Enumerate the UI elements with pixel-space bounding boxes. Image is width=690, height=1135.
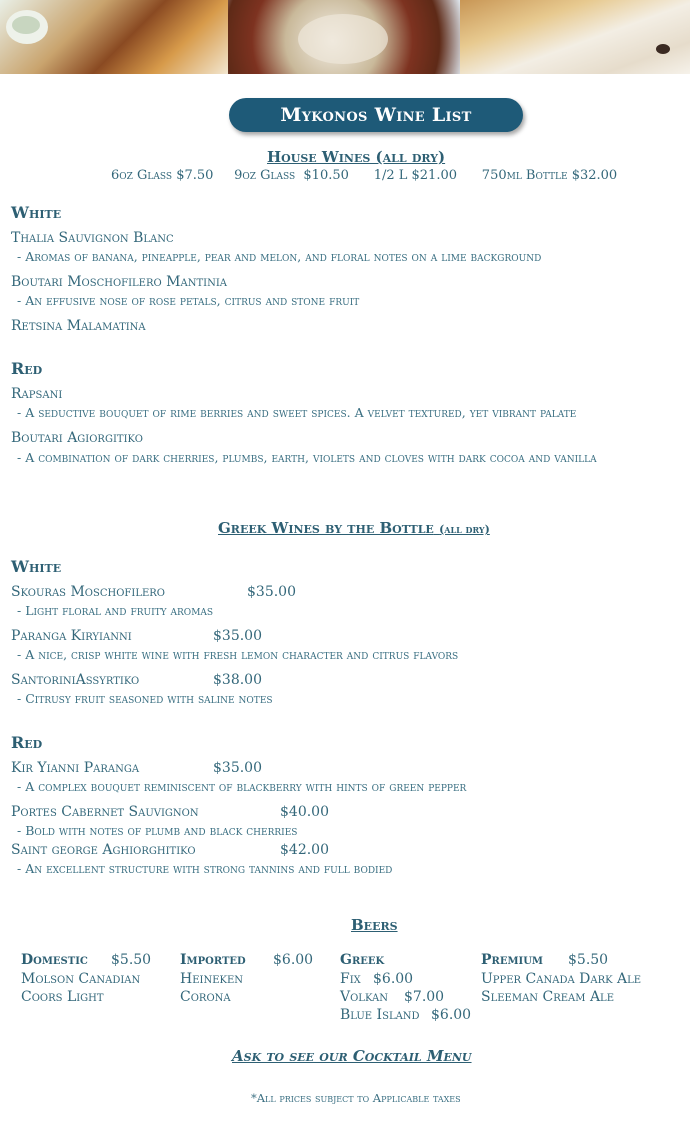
- wine-description: - Citrusy fruit seasoned with saline notes: [17, 691, 273, 706]
- wine-name: Retsina Malamatina: [11, 318, 146, 334]
- beer-item-price: $6.00: [431, 1007, 472, 1023]
- wine-description: - A combination of dark cherries, plumbs, earth, violets and cloves with dark cocoa and vanilla: [17, 450, 597, 465]
- wine-description: - A nice, crisp white wine with fresh lemon character and citrus flavors: [17, 647, 459, 662]
- wine-name: Portes Cabernet Sauvignon: [11, 804, 199, 820]
- pasta-dish-photo: [228, 0, 460, 74]
- beer-item: Volkan: [340, 989, 388, 1005]
- beer-item: Molson Canadian: [21, 971, 141, 987]
- beer-item-price: $6.00: [373, 971, 414, 987]
- wine-name: Paranga Kiryianni: [11, 628, 132, 644]
- fried-fish-photo: [0, 0, 228, 74]
- beer-imported-price: $6.00: [273, 952, 314, 968]
- wine-name: Kir Yianni Paranga: [11, 760, 140, 776]
- wine-description: - A seductive bouquet of rime berries and sweet spices. A velvet textured, yet vibrant palate: [17, 405, 577, 420]
- beer-domestic-label: Domestic: [21, 952, 88, 968]
- beer-item: Corona: [180, 989, 231, 1005]
- beer-premium-price: $5.50: [568, 952, 609, 968]
- wine-list-title: Mykonos Wine List: [229, 98, 523, 132]
- house-white-heading: White: [11, 203, 62, 222]
- beer-imported-label: Imported: [180, 952, 246, 968]
- wine-price: $42.00: [280, 842, 329, 858]
- wine-name: Thalia Sauvignon Blanc: [11, 230, 174, 246]
- wine-name: Saint george Aghiorghitiko: [11, 842, 196, 858]
- wine-name: Rapsani: [11, 386, 63, 402]
- wine-name: Skouras Moschofilero: [11, 584, 165, 600]
- wine-price: $40.00: [280, 804, 329, 820]
- wine-name: Boutari Moschofilero Mantinia: [11, 274, 227, 290]
- wine-price: $35.00: [247, 584, 296, 600]
- beer-item: Sleeman Cream Ale: [481, 989, 614, 1005]
- beer-item: Heineken: [180, 971, 244, 987]
- wine-name: Boutari Agiorgitiko: [11, 430, 143, 446]
- wine-price: $35.00: [213, 628, 262, 644]
- beer-item: Coors Light: [21, 989, 104, 1005]
- beer-item-price: $7.00: [404, 989, 445, 1005]
- wine-price: $35.00: [213, 760, 262, 776]
- bottle-white-heading: White: [11, 557, 62, 576]
- wine-description: - Aromas of banana, pineapple, pear and melon, and floral notes on a lime background: [17, 249, 542, 264]
- house-wine-prices: 6oz Glass $7.50 9oz Glass $10.50 1/2 L $21.00 750ml Bottle $32.00: [111, 168, 618, 183]
- bottle-heading-text: Greek Wines by the Bottle: [218, 519, 434, 537]
- food-photo-banner: [0, 0, 690, 74]
- wine-name: SantoriniAssyrtiko: [11, 672, 140, 688]
- beers-heading: Beers: [351, 916, 398, 934]
- cocktail-menu-note: Ask to see our Cocktail Menu: [232, 1047, 472, 1065]
- beer-domestic-price: $5.50: [111, 952, 152, 968]
- wine-price: $38.00: [213, 672, 262, 688]
- house-wines-heading: House Wines (all dry): [267, 148, 446, 166]
- bottle-red-heading: Red: [11, 733, 43, 752]
- dumplings-photo: [460, 0, 690, 74]
- wine-description: - Bold with notes of plumb and black cherries: [17, 823, 298, 838]
- wine-description: - An effusive nose of rose petals, citrus and stone fruit: [17, 293, 360, 308]
- tax-footnote: *All prices subject to Applicable taxes: [251, 1091, 461, 1105]
- bottle-heading-note: (all dry): [439, 523, 490, 536]
- house-red-heading: Red: [11, 359, 43, 378]
- wine-description: - A complex bouquet reminiscent of blackberry with hints of green pepper: [17, 779, 467, 794]
- beer-greek-label: Greek: [340, 952, 385, 968]
- beer-premium-label: Premium: [481, 952, 543, 968]
- beer-item: Upper Canada Dark Ale: [481, 971, 642, 987]
- wine-description: - Light floral and fruity aromas: [17, 603, 214, 618]
- beer-item: Fix: [340, 971, 361, 987]
- bottle-wines-heading: [218, 519, 490, 537]
- beer-item: Blue Island: [340, 1007, 420, 1023]
- wine-description: - An excellent structure with strong tannins and full bodied: [17, 861, 393, 876]
